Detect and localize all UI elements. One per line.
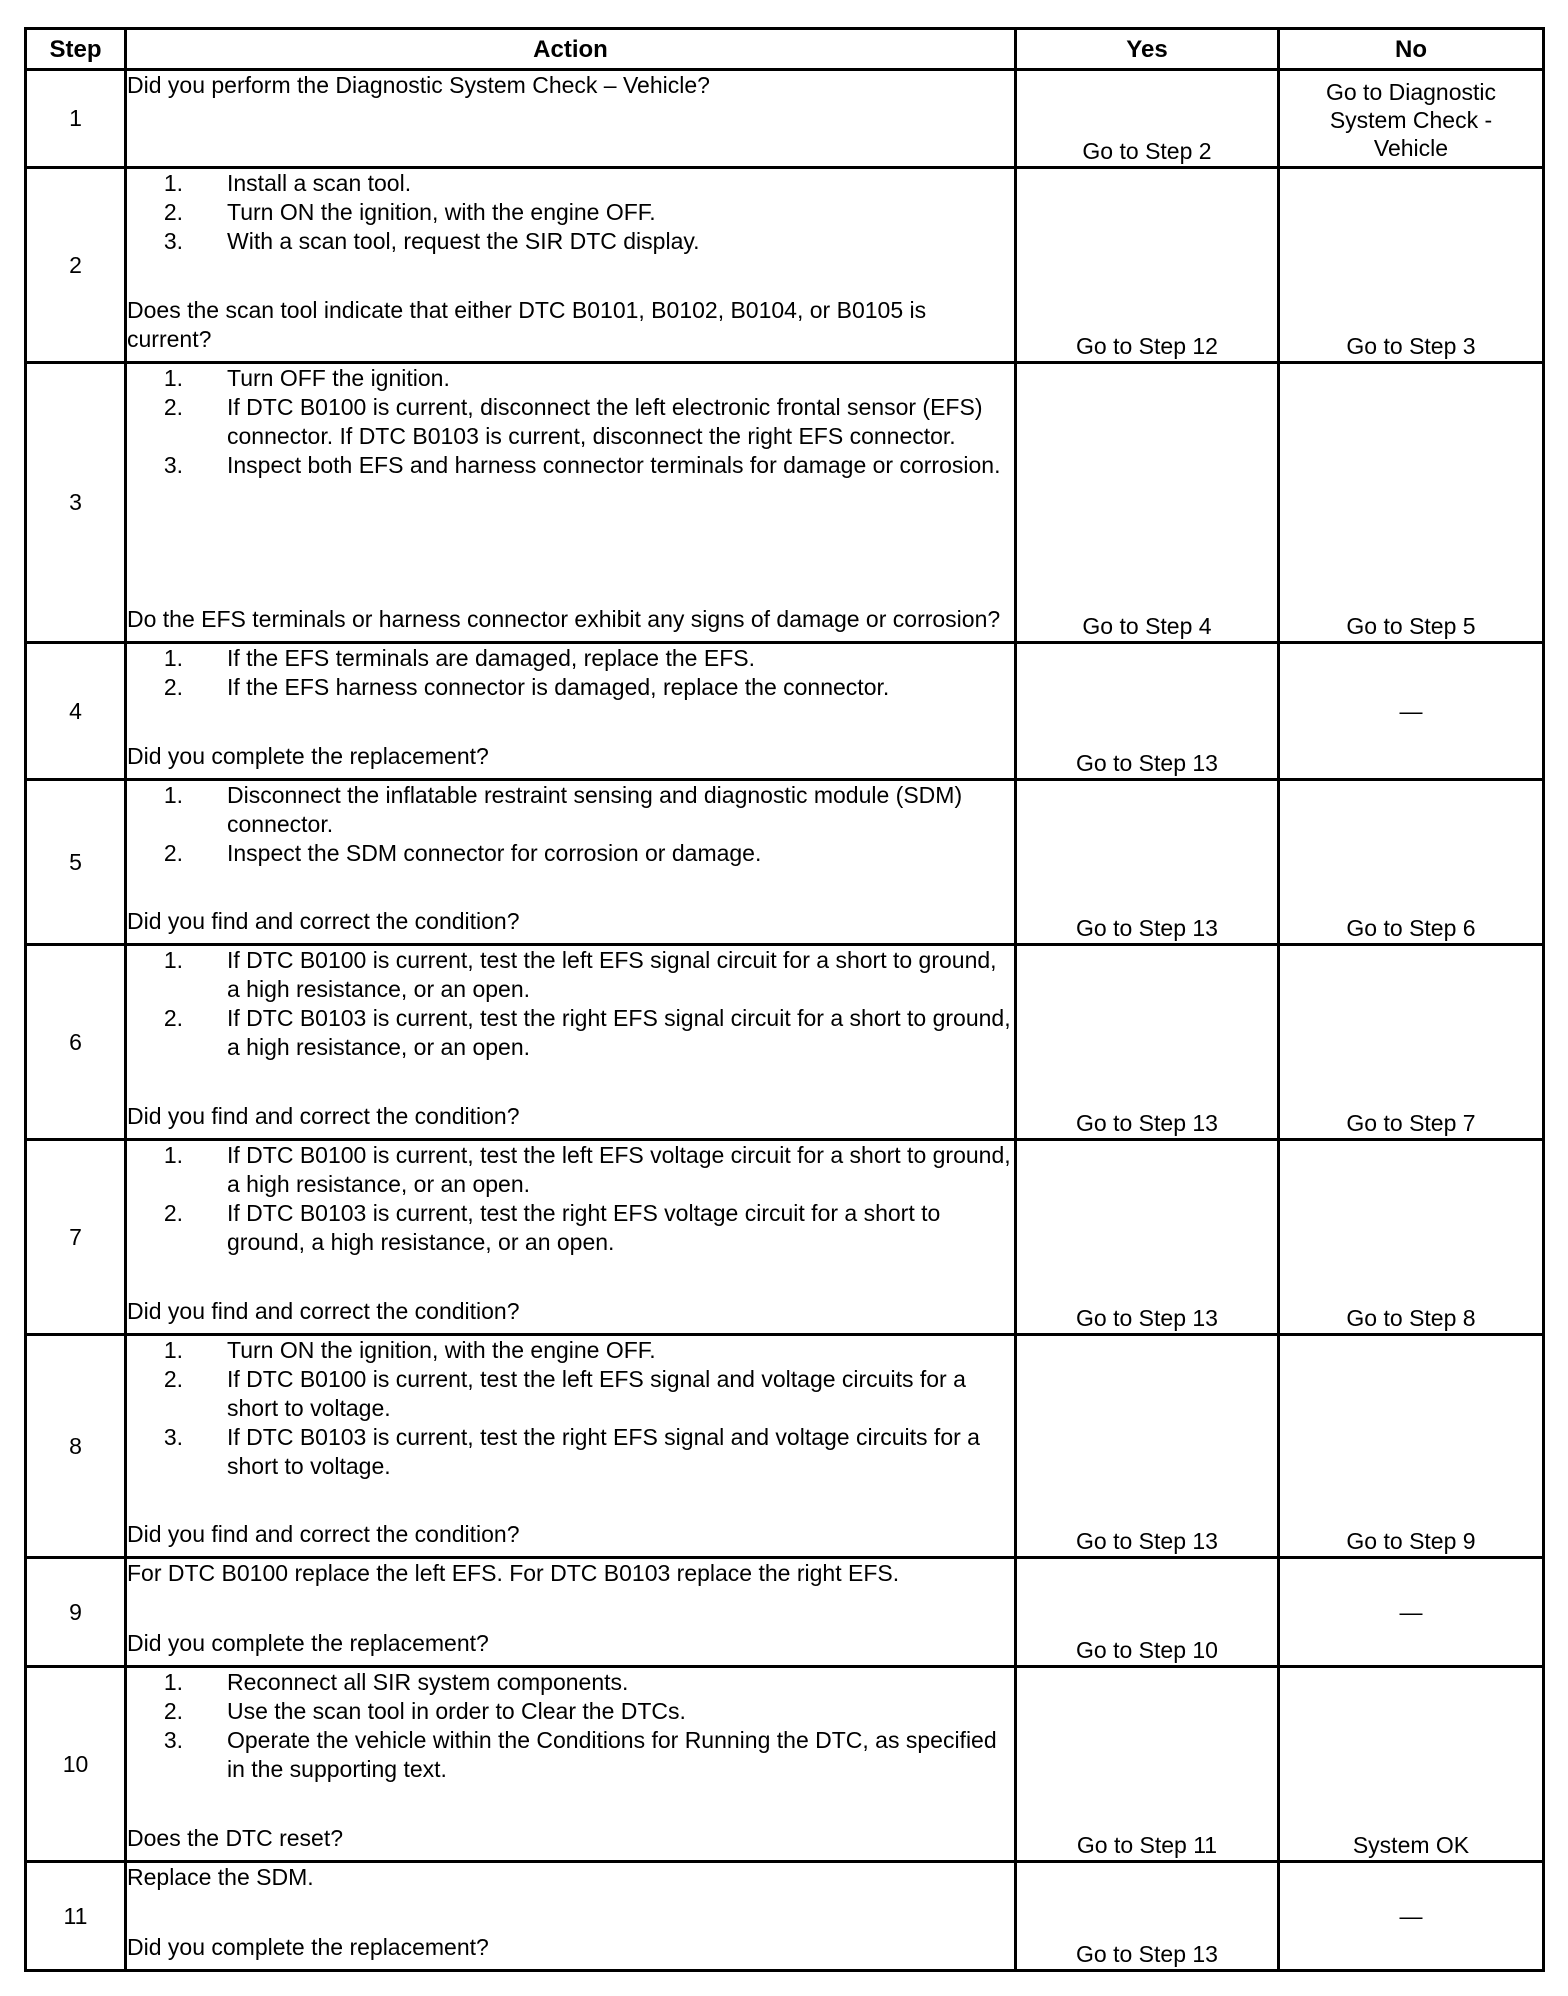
- instruction-text: Use the scan tool in order to Clear the DTCs.: [227, 1698, 686, 1724]
- instruction-text: Operate the vehicle within the Conditions for Running the DTC, as specified in the supporting text.: [227, 1727, 997, 1782]
- instruction-item: [127, 393, 1014, 451]
- action-cell: [126, 1335, 1016, 1558]
- instruction-item: [127, 839, 1014, 868]
- instruction-text: Reconnect all SIR system components.: [227, 1669, 629, 1695]
- instruction-list: [127, 946, 1014, 1062]
- yes-result: Go to Step 4: [1016, 363, 1279, 643]
- instruction-text: With a scan tool, request the SIR DTC display.: [227, 228, 700, 254]
- instruction-number: 1.: [163, 1142, 183, 1168]
- instruction-text: If the EFS terminals are damaged, replace the EFS.: [227, 645, 755, 671]
- no-result: Go to Step 8: [1279, 1140, 1544, 1335]
- instruction-number: 3.: [163, 1424, 183, 1450]
- instruction-text: If DTC B0100 is current, disconnect the left electronic frontal sensor (EFS) connector. If DTC B0103 is current, disconnect the right EFS connector.: [227, 394, 983, 449]
- instruction-text: If DTC B0100 is current, test the left EFS signal circuit for a short to ground, a high resistance, or an open.: [227, 947, 997, 1002]
- instruction-item: [127, 1004, 1014, 1062]
- instruction-number: 1.: [163, 645, 183, 671]
- question-text: Do the EFS terminals or harness connector exhibit any signs of damage or corrosion?: [127, 606, 1001, 632]
- question-text: Did you find and correct the condition?: [127, 908, 520, 934]
- action-cell: [126, 1862, 1016, 1971]
- instruction-text: If DTC B0100 is current, test the left EFS voltage circuit for a short to ground, a high resistance, or an open.: [227, 1142, 1011, 1197]
- instruction-item: [127, 1365, 1014, 1423]
- instruction-item: [127, 198, 1014, 227]
- table-header-row: [26, 29, 1544, 70]
- table-row: [26, 70, 1544, 168]
- question-text: Did you complete the replacement?: [127, 1630, 489, 1656]
- header-step: Step: [26, 29, 126, 70]
- instruction-text: Inspect both EFS and harness connector terminals for damage or corrosion.: [227, 452, 1001, 478]
- instruction-list: [127, 781, 1014, 868]
- instruction-number: 1.: [163, 1669, 183, 1695]
- instruction-item: [127, 1336, 1014, 1365]
- instruction-item: [127, 451, 1014, 480]
- action-cell: [126, 168, 1016, 363]
- action-cell: [126, 643, 1016, 780]
- instruction-text: Inspect the SDM connector for corrosion or damage.: [227, 840, 762, 866]
- instruction-list: [127, 1141, 1014, 1257]
- question-text: Did you find and correct the condition?: [127, 1521, 520, 1547]
- no-result: System OK: [1279, 1667, 1544, 1862]
- instruction-number: 1.: [163, 365, 183, 391]
- instruction-item: [127, 1423, 1014, 1481]
- action-cell: [126, 1140, 1016, 1335]
- instruction-item: [127, 227, 1014, 256]
- table-row: [26, 1667, 1544, 1862]
- instruction-item: [127, 1697, 1014, 1726]
- yes-result: Go to Step 13: [1016, 945, 1279, 1140]
- yes-result: Go to Step 12: [1016, 168, 1279, 363]
- question-text: Does the scan tool indicate that either DTC B0101, B0102, B0104, or B0105 is current?: [127, 297, 927, 352]
- instruction-text: Turn ON the ignition, with the engine OFF.: [227, 199, 656, 225]
- yes-result: Go to Step 13: [1016, 1862, 1279, 1971]
- yes-result: Go to Step 10: [1016, 1558, 1279, 1667]
- action-text: For DTC B0100 replace the left EFS. For DTC B0103 replace the right EFS.: [127, 1560, 900, 1586]
- instruction-item: [127, 364, 1014, 393]
- action-cell: [126, 70, 1016, 168]
- step-number: 4: [26, 643, 126, 780]
- instruction-number: 2.: [163, 1005, 183, 1031]
- action-cell: [126, 1667, 1016, 1862]
- instruction-number: 2.: [163, 1200, 183, 1226]
- step-number: 2: [26, 168, 126, 363]
- table-row: [26, 363, 1544, 643]
- instruction-text: Turn ON the ignition, with the engine OFF.: [227, 1337, 656, 1363]
- header-yes: Yes: [1016, 29, 1279, 70]
- action-text: Replace the SDM.: [127, 1864, 314, 1890]
- instruction-text: Disconnect the inflatable restraint sensing and diagnostic module (SDM) connector.: [227, 782, 963, 837]
- action-text: Did you perform the Diagnostic System Check – Vehicle?: [127, 72, 710, 98]
- no-result: —: [1279, 643, 1544, 780]
- yes-result: Go to Step 11: [1016, 1667, 1279, 1862]
- instruction-number: 3.: [163, 1727, 183, 1753]
- no-result: Go to Step 7: [1279, 945, 1544, 1140]
- no-result: Go to Step 5: [1279, 363, 1544, 643]
- step-number: 6: [26, 945, 126, 1140]
- question-text: Does the DTC reset?: [127, 1825, 344, 1851]
- instruction-list: [127, 169, 1014, 256]
- table-row: [26, 643, 1544, 780]
- table-row: [26, 945, 1544, 1140]
- instruction-item: [127, 781, 1014, 839]
- instruction-item: [127, 1199, 1014, 1257]
- table-row: [26, 780, 1544, 945]
- instruction-item: [127, 644, 1014, 673]
- action-cell: [126, 1558, 1016, 1667]
- yes-result: Go to Step 2: [1016, 70, 1279, 168]
- instruction-item: [127, 1668, 1014, 1697]
- instruction-number: 2.: [163, 674, 183, 700]
- instruction-number: 3.: [163, 452, 183, 478]
- yes-result: Go to Step 13: [1016, 780, 1279, 945]
- action-cell: [126, 780, 1016, 945]
- instruction-item: [127, 946, 1014, 1004]
- instruction-text: Turn OFF the ignition.: [227, 365, 450, 391]
- instruction-number: 1.: [163, 782, 183, 808]
- instruction-list: [127, 644, 1014, 702]
- question-text: Did you complete the replacement?: [127, 1934, 489, 1960]
- instruction-text: If DTC B0103 is current, test the right EFS signal circuit for a short to ground, a high resistance, or an open.: [227, 1005, 1011, 1060]
- step-number: 7: [26, 1140, 126, 1335]
- question-text: Did you find and correct the condition?: [127, 1103, 520, 1129]
- header-action: Action: [126, 29, 1016, 70]
- step-number: 3: [26, 363, 126, 643]
- step-number: 5: [26, 780, 126, 945]
- no-result: Go to Diagnostic System Check - Vehicle: [1279, 70, 1544, 168]
- instruction-number: 2.: [163, 840, 183, 866]
- instruction-number: 3.: [163, 228, 183, 254]
- instruction-item: [127, 169, 1014, 198]
- table-row: [26, 1558, 1544, 1667]
- instruction-text: If the EFS harness connector is damaged, replace the connector.: [227, 674, 890, 700]
- yes-result: Go to Step 13: [1016, 1335, 1279, 1558]
- instruction-number: 1.: [163, 170, 183, 196]
- instruction-text: If DTC B0100 is current, test the left EFS signal and voltage circuits for a short to voltage.: [227, 1366, 966, 1421]
- instruction-item: [127, 673, 1014, 702]
- instruction-item: [127, 1726, 1014, 1784]
- table-row: [26, 168, 1544, 363]
- no-result: Go to Step 9: [1279, 1335, 1544, 1558]
- table-row: [26, 1140, 1544, 1335]
- step-number: 1: [26, 70, 126, 168]
- instruction-text: Install a scan tool.: [227, 170, 412, 196]
- instruction-text: If DTC B0103 is current, test the right EFS voltage circuit for a short to ground, a high resistance, or an open.: [227, 1200, 941, 1255]
- instruction-list: [127, 1336, 1014, 1481]
- instruction-list: [127, 1668, 1014, 1784]
- instruction-number: 2.: [163, 394, 183, 420]
- step-number: 10: [26, 1667, 126, 1862]
- step-number: 11: [26, 1862, 126, 1971]
- no-result: —: [1279, 1558, 1544, 1667]
- instruction-text: If DTC B0103 is current, test the right EFS signal and voltage circuits for a short to voltage.: [227, 1424, 980, 1479]
- action-cell: [126, 363, 1016, 643]
- yes-result: Go to Step 13: [1016, 1140, 1279, 1335]
- diagnostic-table: [24, 27, 1545, 1972]
- no-result: —: [1279, 1862, 1544, 1971]
- no-result: Go to Step 6: [1279, 780, 1544, 945]
- instruction-number: 1.: [163, 1337, 183, 1363]
- instruction-item: [127, 1141, 1014, 1199]
- instruction-number: 1.: [163, 947, 183, 973]
- table-row: [26, 1335, 1544, 1558]
- action-cell: [126, 945, 1016, 1140]
- table-row: [26, 1862, 1544, 1971]
- no-result: Go to Step 3: [1279, 168, 1544, 363]
- header-no: No: [1279, 29, 1544, 70]
- instruction-number: 2.: [163, 1698, 183, 1724]
- step-number: 9: [26, 1558, 126, 1667]
- instruction-number: 2.: [163, 1366, 183, 1392]
- question-text: Did you complete the replacement?: [127, 743, 489, 769]
- instruction-number: 2.: [163, 199, 183, 225]
- yes-result: Go to Step 13: [1016, 643, 1279, 780]
- step-number: 8: [26, 1335, 126, 1558]
- instruction-list: [127, 364, 1014, 480]
- question-text: Did you find and correct the condition?: [127, 1298, 520, 1324]
